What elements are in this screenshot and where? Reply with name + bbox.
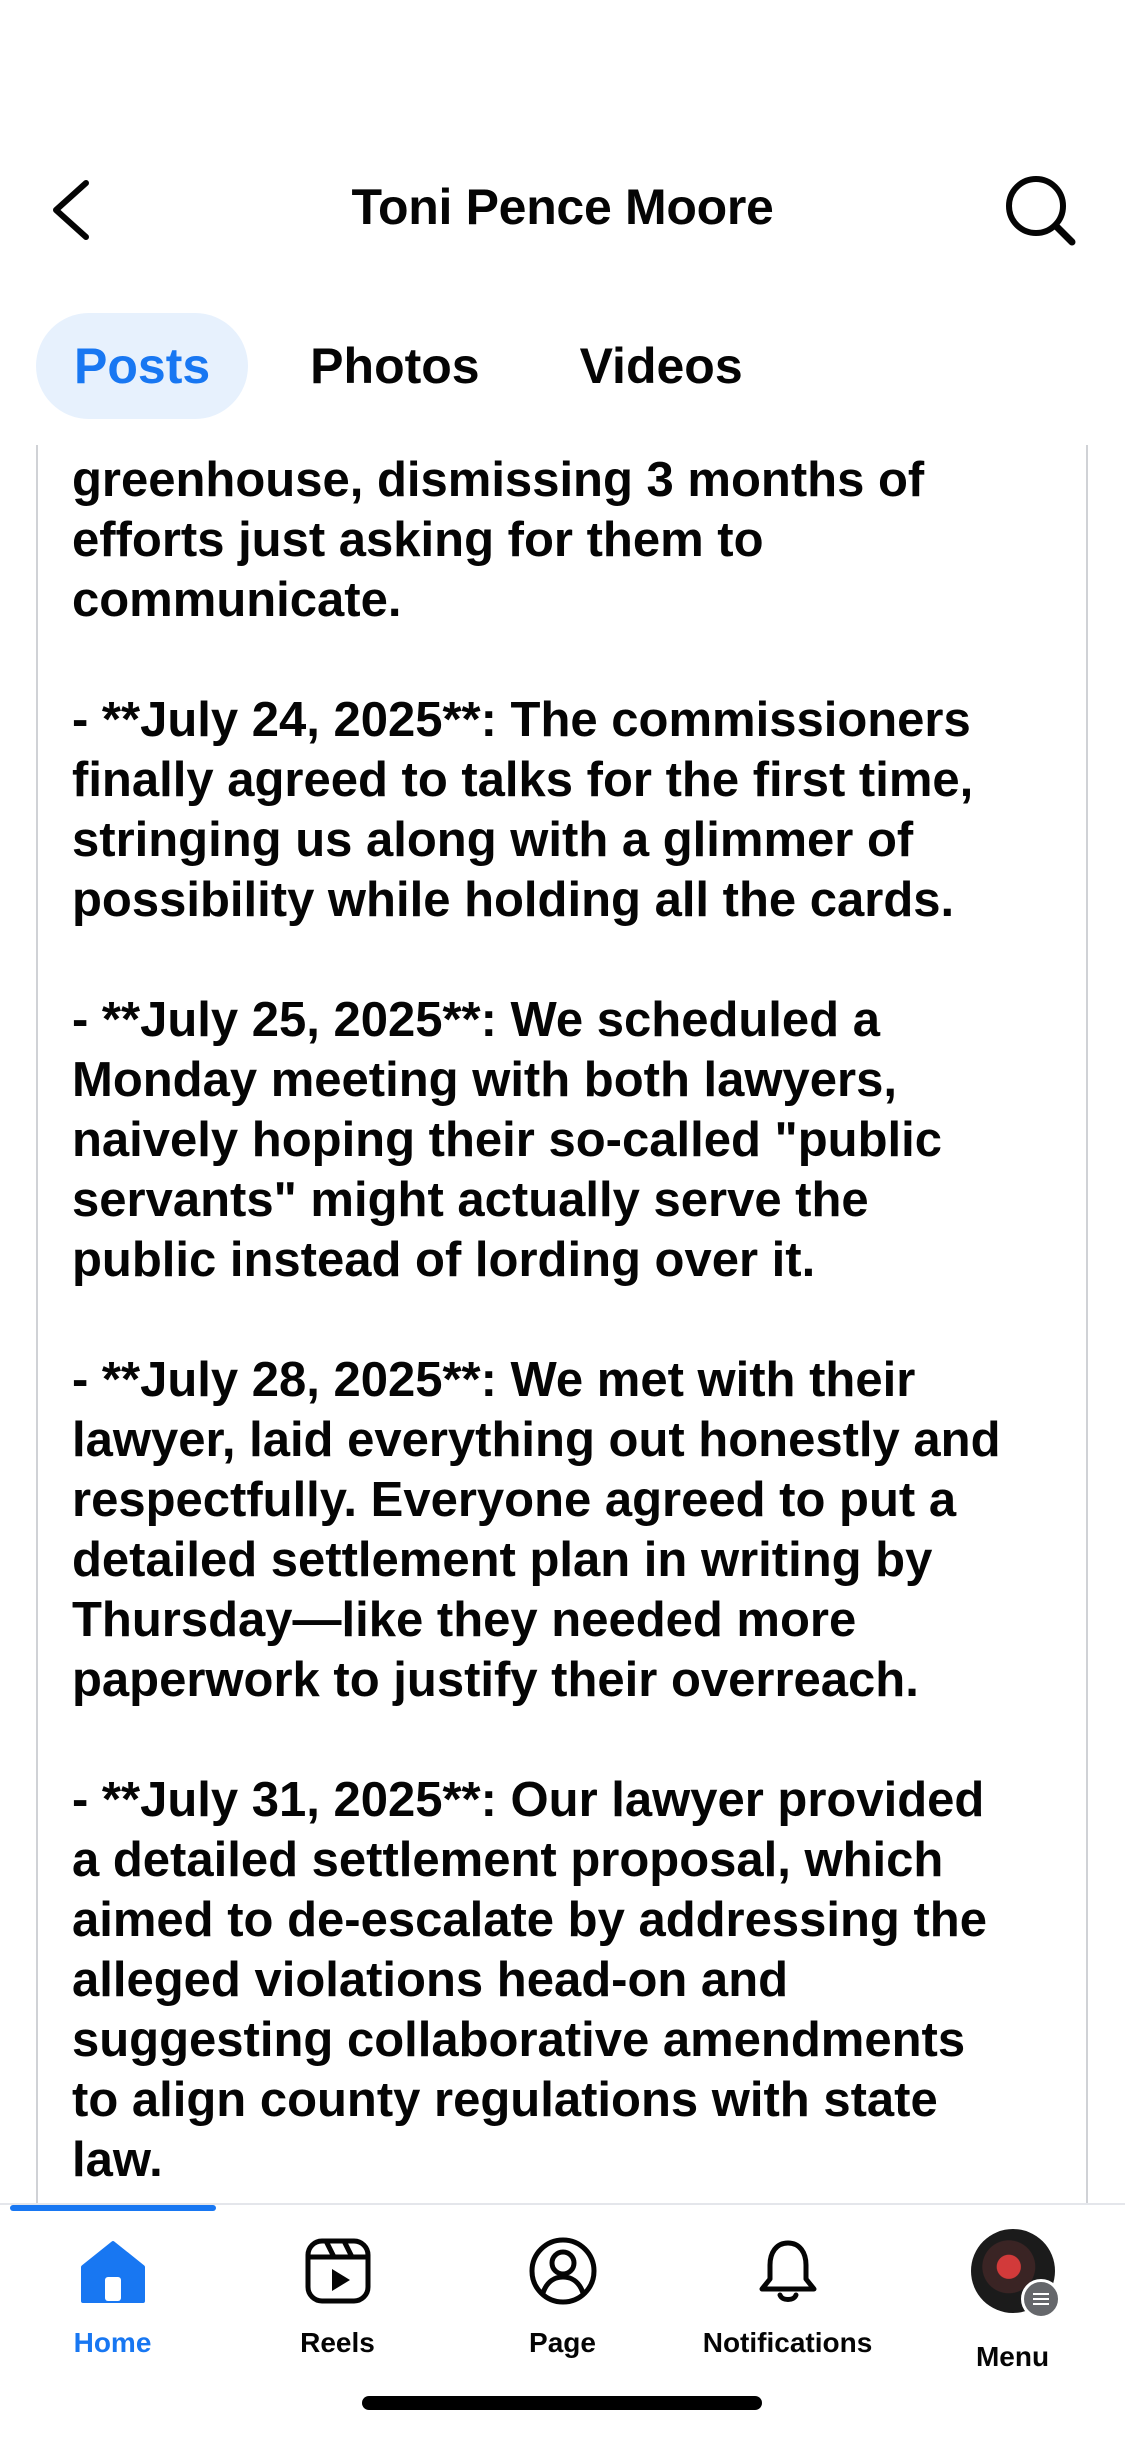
active-tab-indicator (10, 2205, 216, 2211)
post-paragraph: - **July 24, 2025**: The commissioners finally agreed to talks for the first time, stringing us along with a glimmer of possibility while holding all the cards. (72, 693, 974, 927)
search-button[interactable] (1000, 170, 1080, 250)
tab-posts[interactable]: Posts (36, 313, 248, 419)
home-indicator (362, 2396, 762, 2410)
nav-reels-label: Reels (300, 2327, 375, 2358)
top-bar (0, 0, 1125, 300)
nav-menu[interactable] (900, 2235, 1125, 2373)
nav-home[interactable] (0, 2235, 225, 2359)
tab-photos[interactable]: Photos (310, 338, 480, 394)
post-paragraph: - **July 28, 2025**: We met with their lawyer, laid everything out honestly and respectfully. Everyone agreed to put a detailed settlement plan in writing by Thursday—like they needed more paperwork to justify their overreach. (72, 1353, 1001, 1707)
nav-notifications[interactable] (675, 2235, 900, 2359)
page-title: Toni Pence Moore (351, 179, 774, 235)
home-icon (77, 2235, 149, 2307)
bell-icon (752, 2235, 824, 2307)
post-paragraph: - **July 31, 2025**: Our lawyer provided a detailed settlement proposal, which aimed to de-escalate by addressing the alleged violations head-on and suggesting collaborative amendments to align county regulations with state law. (72, 1773, 987, 2187)
nav-reels[interactable] (225, 2235, 450, 2359)
nav-home-label: Home (73, 2327, 152, 2358)
nav-notifications-label: Notifications (702, 2327, 873, 2358)
profile-icon (527, 2235, 599, 2307)
nav-page-label: Page (529, 2327, 596, 2358)
reels-icon (302, 2235, 374, 2307)
avatar (971, 2229, 1055, 2313)
post-paragraph: - **July 25, 2025**: We scheduled a Monday meeting with both lawyers, naively hoping their so-called "public servants" might actually serve the public instead of lording over it. (72, 993, 942, 1287)
tab-videos[interactable]: Videos (579, 338, 743, 394)
post-paragraph: greenhouse, dismissing 3 months of efforts just asking for them to communicate. (72, 453, 925, 627)
nav-menu-label: Menu (975, 2341, 1050, 2372)
menu-icon (1021, 2279, 1061, 2319)
search-icon (1000, 170, 1080, 250)
nav-page[interactable] (450, 2235, 675, 2359)
post-body (72, 450, 1082, 2250)
profile-tabs (36, 313, 805, 419)
